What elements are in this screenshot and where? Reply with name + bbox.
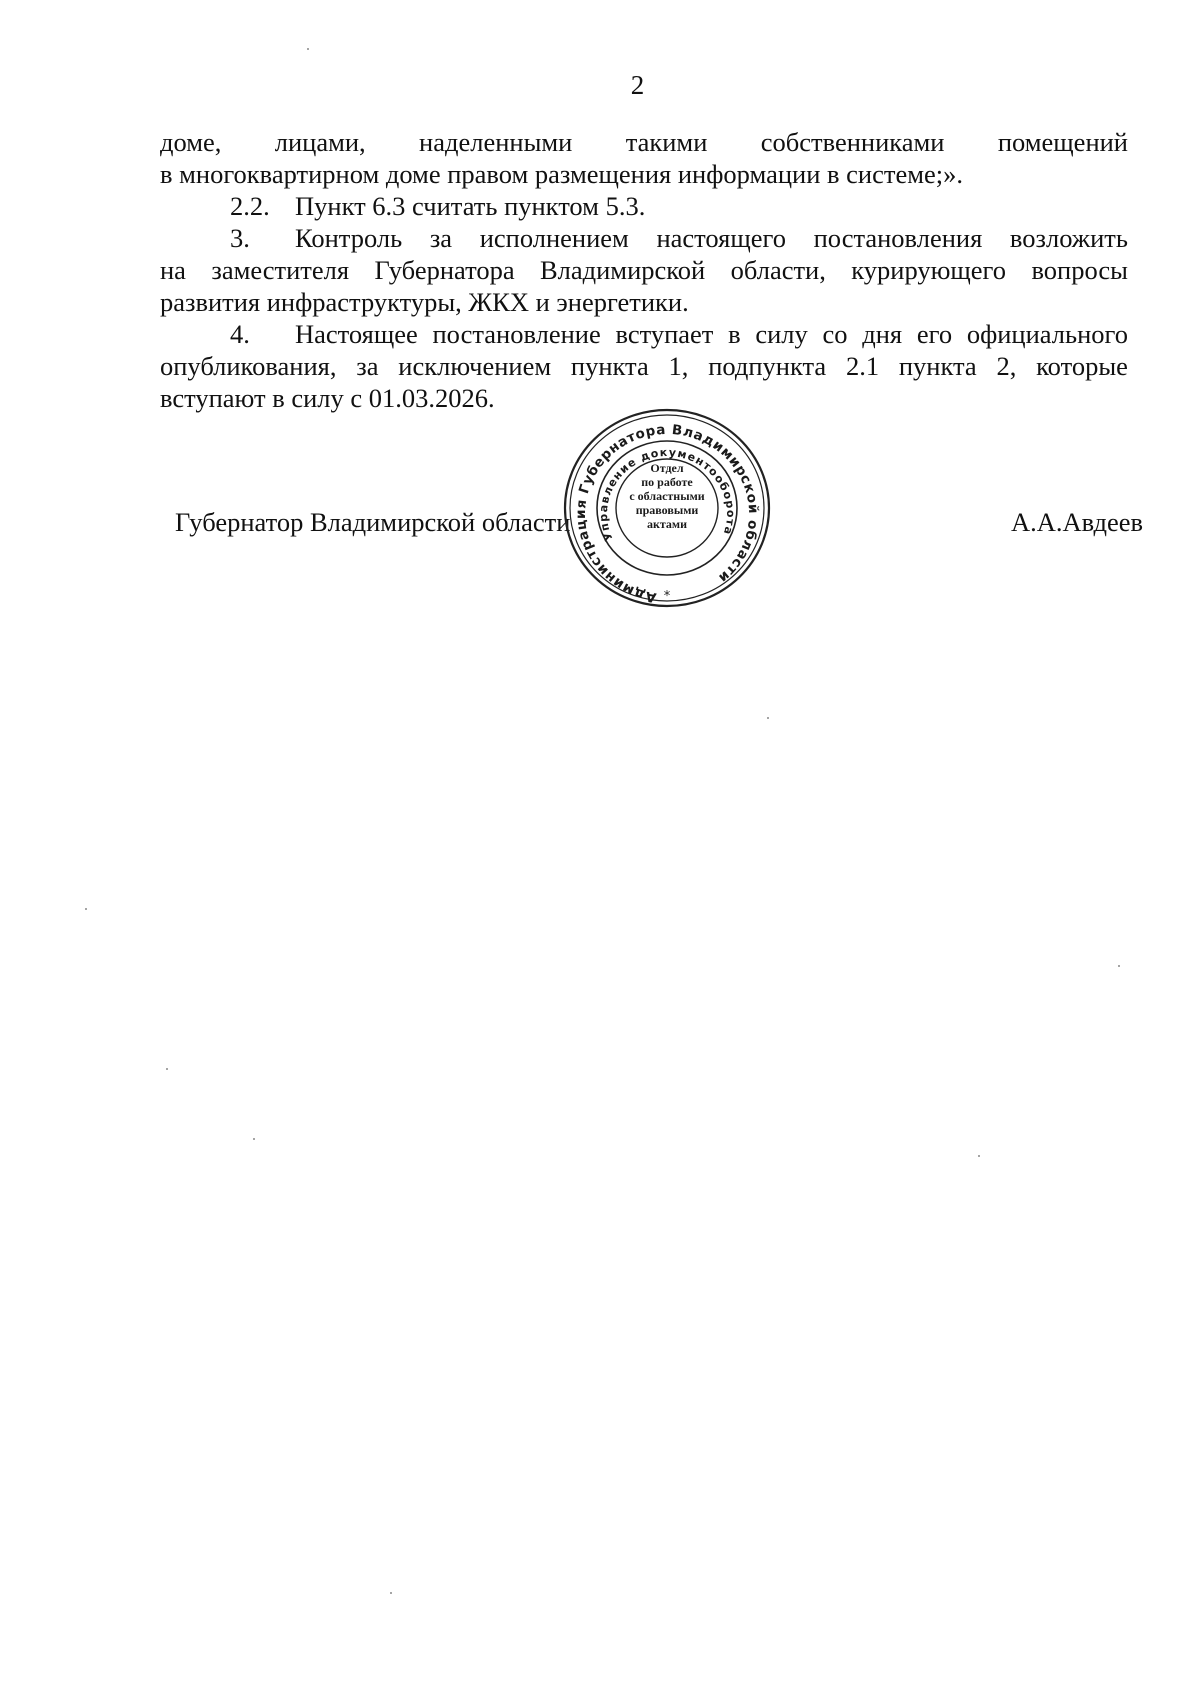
word: заместителя	[211, 255, 350, 285]
word: такими	[625, 127, 708, 157]
word: 2.1	[845, 351, 880, 381]
word: постановление	[432, 319, 601, 349]
stamp-center-line: с областными	[629, 489, 705, 503]
word: силу	[755, 319, 808, 349]
stamp-inner-text: Управление документооборота	[596, 445, 738, 543]
word: собственниками	[760, 127, 945, 157]
word: помещений	[997, 127, 1128, 157]
word: Настоящее	[295, 319, 418, 349]
word: курирующего	[851, 255, 1007, 285]
scan-speck	[307, 48, 309, 50]
scan-speck	[1118, 965, 1120, 967]
word: официального	[966, 319, 1128, 349]
word: вступает	[615, 319, 714, 349]
word: пункта	[570, 351, 649, 381]
signatory-name: А.А.Авдеев	[1010, 507, 1143, 537]
scan-speck	[85, 908, 87, 910]
word: 1,	[668, 351, 689, 381]
word: на	[160, 255, 186, 285]
paragraph-continuation-line-2: в многоквартирном доме правом размещения информации в системе;».	[160, 159, 963, 189]
scan-speck	[253, 1138, 255, 1140]
word: Контроль	[295, 223, 403, 253]
item-3-line-1	[160, 222, 1128, 254]
word: опубликования,	[160, 351, 337, 381]
page-number: 2	[630, 70, 645, 100]
item-text	[295, 318, 1128, 350]
stamp-center-line: по работе	[641, 475, 693, 489]
word: лицами,	[274, 127, 366, 157]
word: наделенными	[419, 127, 573, 157]
scan-speck	[166, 1068, 168, 1070]
word: подпункта	[708, 351, 827, 381]
word: постановления	[813, 223, 983, 253]
word: пункта	[898, 351, 977, 381]
document-body	[160, 126, 1128, 414]
item-number: 2.2.	[230, 191, 270, 221]
stamp-center-line: правовыми	[635, 503, 699, 517]
item-number: 3.	[230, 223, 250, 253]
scan-speck	[767, 717, 769, 719]
signatory-title: Губернатор Владимирской области	[175, 507, 571, 537]
word: возложить	[1009, 223, 1128, 253]
word: за	[429, 223, 453, 253]
word: со	[822, 319, 848, 349]
word: доме,	[160, 127, 222, 157]
stamp-center-line: актами	[646, 517, 688, 531]
word: вопросы	[1031, 255, 1128, 285]
word: Губернатора	[374, 255, 515, 285]
word: Владимирской	[539, 255, 706, 285]
item-text	[295, 222, 1128, 254]
item-2-2	[160, 190, 1128, 222]
word: области,	[730, 255, 826, 285]
word: исключением	[398, 351, 552, 381]
item-number: 4.	[230, 319, 250, 349]
stamp-star: *	[663, 589, 671, 604]
word: исполнением	[479, 223, 629, 253]
item-4-line-2	[160, 350, 1128, 382]
word: в	[728, 319, 741, 349]
word: за	[356, 351, 379, 381]
item-4-line-1	[160, 318, 1128, 350]
official-stamp	[561, 406, 773, 610]
paragraph-continuation-line-1	[160, 126, 1128, 158]
word: настоящего	[656, 223, 786, 253]
stamp-center-text	[611, 461, 723, 531]
stamp-outer-text: Администрация Губернатора Владимирской области	[573, 421, 762, 606]
item-3-line-3: развития инфраструктуры, ЖКХ и энергетики.	[160, 287, 689, 317]
scan-speck	[978, 1155, 980, 1157]
scan-speck	[390, 1592, 392, 1594]
item-4-line-3: вступают в силу с 01.03.2026.	[160, 383, 495, 413]
word: 2,	[996, 351, 1017, 381]
word: его	[916, 319, 953, 349]
item-3-line-2	[160, 254, 1128, 286]
item-text: Пункт 6.3 считать пунктом 5.3.	[295, 191, 646, 221]
word: дня	[862, 319, 903, 349]
stamp-center-line: Отдел	[650, 461, 684, 475]
word: которые	[1036, 351, 1128, 381]
